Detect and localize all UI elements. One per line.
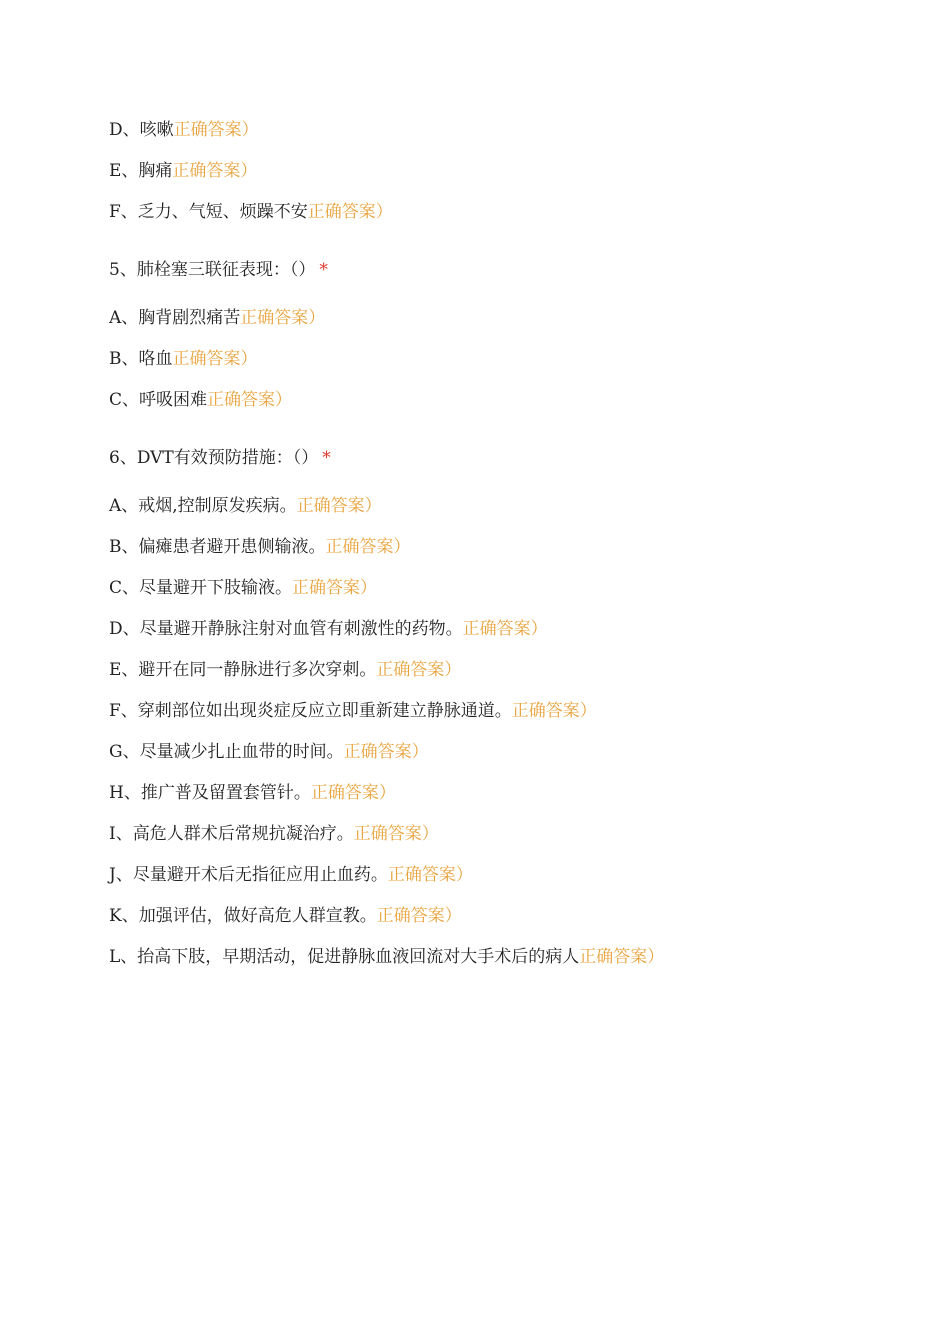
option-text: A、戒烟,控制原发疾病。 xyxy=(109,496,297,516)
option-text: A、胸背剧烈痛苦 xyxy=(109,308,241,328)
option-text: F、穿刺部位如出现炎症反应立即重新建立静脉通道。 xyxy=(109,701,512,721)
question-line xyxy=(109,447,331,469)
option-text: C、尽量避开下肢输液。 xyxy=(109,578,293,598)
option-text: H、推广普及留置套管针。 xyxy=(109,783,311,803)
option-line xyxy=(109,618,548,640)
question-line xyxy=(109,259,328,281)
correct-answer-label: 正确答案） xyxy=(307,202,393,222)
option-line xyxy=(109,864,473,886)
question-text: 5、肺栓塞三联征表现：（） xyxy=(109,260,316,280)
option-line xyxy=(109,823,439,845)
correct-answer-label: 正确答案） xyxy=(387,865,473,885)
correct-answer-label: 正确答案） xyxy=(207,390,293,410)
option-line xyxy=(109,905,462,927)
correct-answer-label: 正确答案） xyxy=(353,824,439,844)
option-text: F、乏力、气短、烦躁不安 xyxy=(109,202,308,222)
correct-answer-label: 正确答案） xyxy=(292,578,378,598)
correct-answer-label: 正确答案） xyxy=(172,349,258,369)
correct-answer-label: 正确答案） xyxy=(579,947,665,967)
option-line xyxy=(109,577,377,599)
option-line xyxy=(109,700,597,722)
correct-answer-label: 正确答案） xyxy=(296,496,382,516)
option-text: D、咳嗽 xyxy=(109,120,174,140)
option-line xyxy=(109,348,258,370)
option-text: E、胸痛 xyxy=(109,161,173,181)
correct-answer-label: 正确答案） xyxy=(376,660,462,680)
option-line xyxy=(109,659,461,681)
option-text: B、偏瘫患者避开患侧输液。 xyxy=(109,537,326,557)
option-text: J、尽量避开术后无指征应用止血药。 xyxy=(109,865,388,885)
correct-answer-label: 正确答案） xyxy=(310,783,396,803)
required-star: * xyxy=(319,260,328,280)
correct-answer-label: 正确答案） xyxy=(462,619,548,639)
option-text: L、抬高下肢，早期活动，促进静脉血液回流对大手术后的病人 xyxy=(109,947,580,967)
question-text: 6、DVT有效预防措施：（） xyxy=(109,448,319,468)
option-text: B、咯血 xyxy=(109,349,173,369)
correct-answer-label: 正确答案） xyxy=(325,537,411,557)
option-text: D、尽量避开静脉注射对血管有刺激性的药物。 xyxy=(109,619,463,639)
option-text: E、避开在同一静脉进行多次穿刺。 xyxy=(109,660,377,680)
correct-answer-label: 正确答案） xyxy=(172,161,258,181)
correct-answer-label: 正确答案） xyxy=(173,120,259,140)
correct-answer-label: 正确答案） xyxy=(240,308,326,328)
option-line xyxy=(109,741,429,763)
option-line xyxy=(109,119,259,141)
option-line xyxy=(109,495,382,517)
required-star: * xyxy=(322,448,331,468)
correct-answer-label: 正确答案） xyxy=(376,906,462,926)
option-text: C、呼吸困难 xyxy=(109,390,208,410)
option-text: K、加强评估，做好高危人群宣教。 xyxy=(109,906,377,926)
option-text: G、尽量减少扎止血带的时间。 xyxy=(109,742,344,762)
option-text: I、高危人群术后常规抗凝治疗。 xyxy=(109,824,354,844)
option-line xyxy=(109,389,292,411)
option-line xyxy=(109,536,411,558)
correct-answer-label: 正确答案） xyxy=(343,742,429,762)
option-line xyxy=(109,160,257,182)
option-line xyxy=(109,782,396,804)
option-line xyxy=(109,946,664,968)
correct-answer-label: 正确答案） xyxy=(511,701,597,721)
option-line xyxy=(109,201,393,223)
option-line xyxy=(109,307,325,329)
